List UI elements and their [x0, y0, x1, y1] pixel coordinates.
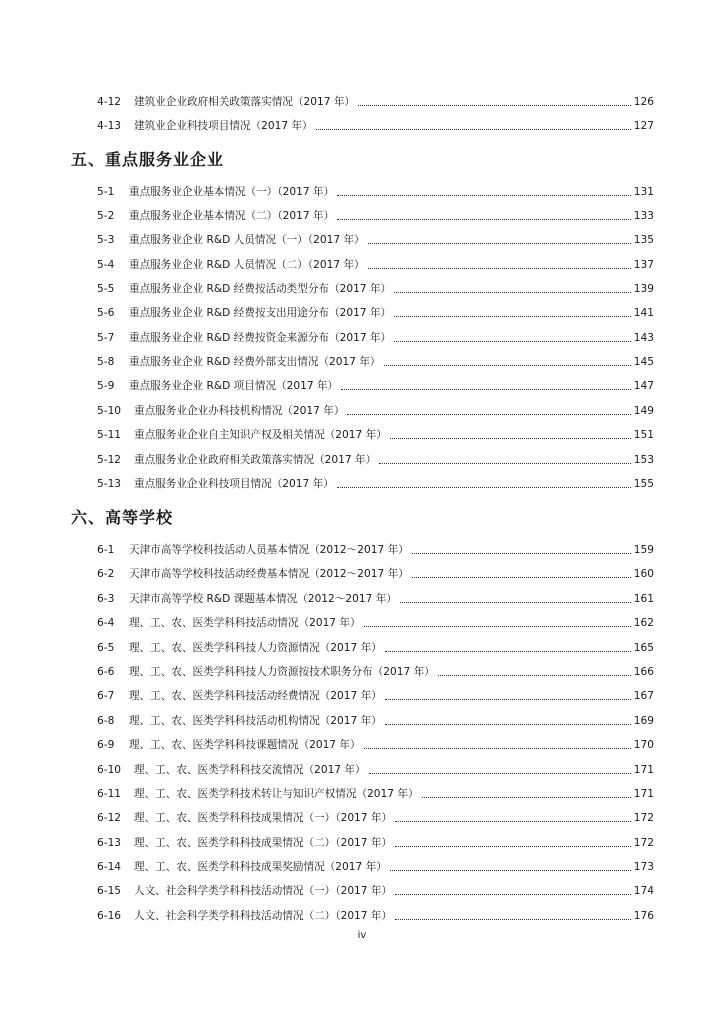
toc-entry-6-11[interactable]	[97, 786, 654, 802]
entry-number: 5-10	[97, 405, 122, 417]
entry-page: 126	[633, 96, 654, 108]
dot-leader	[400, 602, 631, 603]
entry-title: 重点服务业企业自主知识产权及相关情况（2017 年）	[134, 429, 387, 441]
entry-page: 133	[633, 210, 654, 222]
toc-entry-5-6[interactable]	[97, 305, 654, 321]
dot-leader	[369, 773, 631, 774]
toc-entry-4-13[interactable]	[97, 118, 654, 134]
entry-title: 理、工、农、医类学科科技活动经费情况（2017 年）	[129, 690, 382, 702]
entry-title: 重点服务业企业办科技机构情况（2017 年）	[134, 405, 345, 417]
entry-number: 5-7	[97, 332, 115, 344]
entry-page: 135	[633, 234, 654, 246]
entry-title: 理、工、农、医类学科科技成果情况（一）（2017 年）	[134, 812, 393, 824]
entry-title: 重点服务业企业 R&D 经费外部支出情况（2017 年）	[129, 356, 381, 368]
toc-entry-5-5[interactable]	[97, 281, 654, 297]
entry-page: 127	[633, 120, 654, 132]
entry-title: 天津市高等学校科技活动经费基本情况（2012～2017 年）	[129, 568, 409, 580]
entry-title: 理、工、农、医类学科科技课题情况（2017 年）	[129, 739, 361, 751]
entry-number: 5-13	[97, 478, 122, 490]
dot-leader	[412, 553, 631, 554]
entry-page: 166	[633, 666, 654, 678]
dot-leader	[395, 894, 631, 895]
entry-page: 161	[633, 593, 654, 605]
dot-leader	[368, 268, 631, 269]
entry-number: 6-2	[97, 568, 115, 580]
entry-number: 6-1	[97, 544, 115, 556]
toc-entry-6-8[interactable]	[97, 713, 654, 729]
entry-page: 176	[633, 910, 654, 922]
entry-number: 5-8	[97, 356, 115, 368]
entry-title: 重点服务业企业 R&D 项目情况（2017 年）	[129, 380, 339, 392]
toc-entry-6-15[interactable]	[97, 883, 654, 899]
dot-leader	[438, 675, 631, 676]
toc-entry-6-4[interactable]	[97, 615, 654, 631]
entry-page: 147	[633, 380, 654, 392]
entry-number: 6-7	[97, 690, 115, 702]
entry-number: 5-1	[97, 186, 115, 198]
dot-leader	[385, 651, 631, 652]
toc-entry-5-11[interactable]	[97, 427, 654, 443]
entry-number: 5-3	[97, 234, 115, 246]
dot-leader	[384, 365, 631, 366]
toc-entry-6-3[interactable]	[97, 591, 654, 607]
entry-page: 131	[633, 186, 654, 198]
entry-number: 6-9	[97, 739, 115, 751]
toc-entry-5-2[interactable]	[97, 208, 654, 224]
dot-leader	[395, 919, 631, 920]
entry-title: 理、工、农、医类学科科技活动情况（2017 年）	[129, 617, 361, 629]
dot-leader	[364, 626, 631, 627]
toc-entry-6-6[interactable]	[97, 664, 654, 680]
dot-leader	[364, 748, 631, 749]
entry-number: 5-2	[97, 210, 115, 222]
dot-leader	[385, 724, 631, 725]
entry-title: 理、工、农、医类学科科技成果情况（二）（2017 年）	[134, 837, 393, 849]
toc-entry-5-7[interactable]	[97, 330, 654, 346]
dot-leader	[395, 846, 631, 847]
entry-title: 重点服务业企业 R&D 经费按支出用途分布（2017 年）	[129, 307, 392, 319]
entry-number: 4-13	[97, 120, 122, 132]
toc-entry-5-3[interactable]	[97, 232, 654, 248]
page-footer-number: iv	[357, 930, 367, 941]
entry-title: 理、工、农、医类学科科技交流情况（2017 年）	[134, 764, 366, 776]
entry-number: 6-13	[97, 837, 122, 849]
toc-entry-5-1[interactable]	[97, 184, 654, 200]
dot-leader	[341, 389, 631, 390]
entry-page: 143	[633, 332, 654, 344]
dot-leader	[390, 870, 631, 871]
entry-page: 171	[633, 788, 654, 800]
entry-page: 167	[633, 690, 654, 702]
dot-leader	[337, 195, 631, 196]
entry-number: 4-12	[97, 96, 122, 108]
entry-title: 重点服务业企业基本情况（一）（2017 年）	[129, 186, 335, 198]
dot-leader	[394, 341, 631, 342]
dot-leader	[385, 699, 631, 700]
entry-number: 5-12	[97, 454, 122, 466]
entry-number: 5-6	[97, 307, 115, 319]
entry-page: 172	[633, 837, 654, 849]
dot-leader	[395, 821, 631, 822]
entry-page: 165	[633, 642, 654, 654]
entry-title: 理、工、农、医类学科科技人力资源情况（2017 年）	[129, 642, 382, 654]
toc-entry-6-14[interactable]	[97, 859, 654, 875]
entry-title: 重点服务业企业 R&D 人员情况（一）（2017 年）	[129, 234, 365, 246]
entry-title: 建筑业企业政府相关政策落实情况（2017 年）	[134, 96, 356, 108]
entry-number: 6-8	[97, 715, 115, 727]
entry-number: 6-4	[97, 617, 115, 629]
entry-page: 149	[633, 405, 654, 417]
toc-entry-6-13[interactable]	[97, 835, 654, 851]
entry-number: 6-3	[97, 593, 115, 605]
entry-page: 139	[633, 283, 654, 295]
toc-entry-6-2[interactable]	[97, 566, 654, 582]
entry-title: 重点服务业企业 R&D 经费按资金来源分布（2017 年）	[129, 332, 392, 344]
toc-entry-6-10[interactable]	[97, 762, 654, 778]
entry-page: 169	[633, 715, 654, 727]
entry-title: 重点服务业企业 R&D 人员情况（二）（2017 年）	[129, 259, 365, 271]
toc-entry-4-12[interactable]	[97, 94, 654, 110]
entry-title: 理、工、农、医类学科科技活动机构情况（2017 年）	[129, 715, 382, 727]
toc-entry-6-9[interactable]	[97, 737, 654, 753]
dot-leader	[337, 219, 631, 220]
entry-page: 137	[633, 259, 654, 271]
entry-number: 6-12	[97, 812, 122, 824]
toc-entry-5-13[interactable]	[97, 476, 654, 492]
entry-page: 171	[633, 764, 654, 776]
dot-leader	[394, 316, 631, 317]
dot-leader	[412, 577, 631, 578]
entry-page: 174	[633, 885, 654, 897]
entry-page: 141	[633, 307, 654, 319]
toc-entry-5-12[interactable]	[97, 452, 654, 468]
entry-number: 6-16	[97, 910, 122, 922]
entry-page: 170	[633, 739, 654, 751]
entry-title: 人文、社会科学类学科科技活动情况（二）（2017 年）	[134, 910, 393, 922]
dot-leader	[422, 797, 631, 798]
section-heading-6: 六、高等学校	[71, 508, 174, 527]
entry-title: 建筑业企业科技项目情况（2017 年）	[134, 120, 313, 132]
dot-leader	[368, 243, 631, 244]
toc-entry-5-8[interactable]	[97, 354, 654, 370]
toc-entry-6-16[interactable]	[97, 908, 654, 924]
entry-title: 理、工、农、医类学科科技人力资源按技术职务分布（2017 年）	[129, 666, 435, 678]
entry-number: 6-10	[97, 764, 122, 776]
toc-entry-6-1[interactable]	[97, 542, 654, 558]
entry-number: 5-9	[97, 380, 115, 392]
entry-number: 6-5	[97, 642, 115, 654]
toc-entry-5-9[interactable]	[97, 378, 654, 394]
entry-page: 173	[633, 861, 654, 873]
entry-number: 6-15	[97, 885, 122, 897]
dot-leader	[390, 438, 631, 439]
entry-title: 天津市高等学校 R&D 课题基本情况（2012～2017 年）	[129, 593, 397, 605]
entry-number: 5-5	[97, 283, 115, 295]
entry-page: 145	[633, 356, 654, 368]
entry-title: 理、工、农、医类学科科技成果奖励情况（2017 年）	[134, 861, 387, 873]
entry-title: 重点服务业企业基本情况（二）（2017 年）	[129, 210, 335, 222]
toc-entry-6-12[interactable]	[97, 810, 654, 826]
entry-title: 理、工、农、医类学科技术转让与知识产权情况（2017 年）	[134, 788, 419, 800]
entry-page: 153	[633, 454, 654, 466]
toc-entry-5-4[interactable]	[97, 257, 654, 273]
entry-page: 159	[633, 544, 654, 556]
toc-entry-6-7[interactable]	[97, 688, 654, 704]
entry-title: 人文、社会科学类学科科技活动情况（一）（2017 年）	[134, 885, 393, 897]
dot-leader	[347, 414, 630, 415]
entry-page: 172	[633, 812, 654, 824]
entry-page: 160	[633, 568, 654, 580]
toc-entry-5-10[interactable]	[97, 403, 654, 419]
dot-leader	[337, 487, 631, 488]
dot-leader	[379, 463, 631, 464]
entry-title: 重点服务业企业政府相关政策落实情况（2017 年）	[134, 454, 377, 466]
entry-number: 6-11	[97, 788, 122, 800]
dot-leader	[316, 129, 631, 130]
entry-number: 5-11	[97, 429, 122, 441]
entry-page: 151	[633, 429, 654, 441]
entry-page: 155	[633, 478, 654, 490]
entry-page: 162	[633, 617, 654, 629]
section-heading-5: 五、重点服务业企业	[71, 150, 225, 169]
entry-number: 5-4	[97, 259, 115, 271]
entry-number: 6-14	[97, 861, 122, 873]
entry-title: 天津市高等学校科技活动人员基本情况（2012～2017 年）	[129, 544, 409, 556]
entry-number: 6-6	[97, 666, 115, 678]
entry-title: 重点服务业企业 R&D 经费按活动类型分布（2017 年）	[129, 283, 392, 295]
dot-leader	[394, 292, 631, 293]
entry-title: 重点服务业企业科技项目情况（2017 年）	[134, 478, 334, 490]
toc-entry-6-5[interactable]	[97, 640, 654, 656]
dot-leader	[358, 105, 631, 106]
